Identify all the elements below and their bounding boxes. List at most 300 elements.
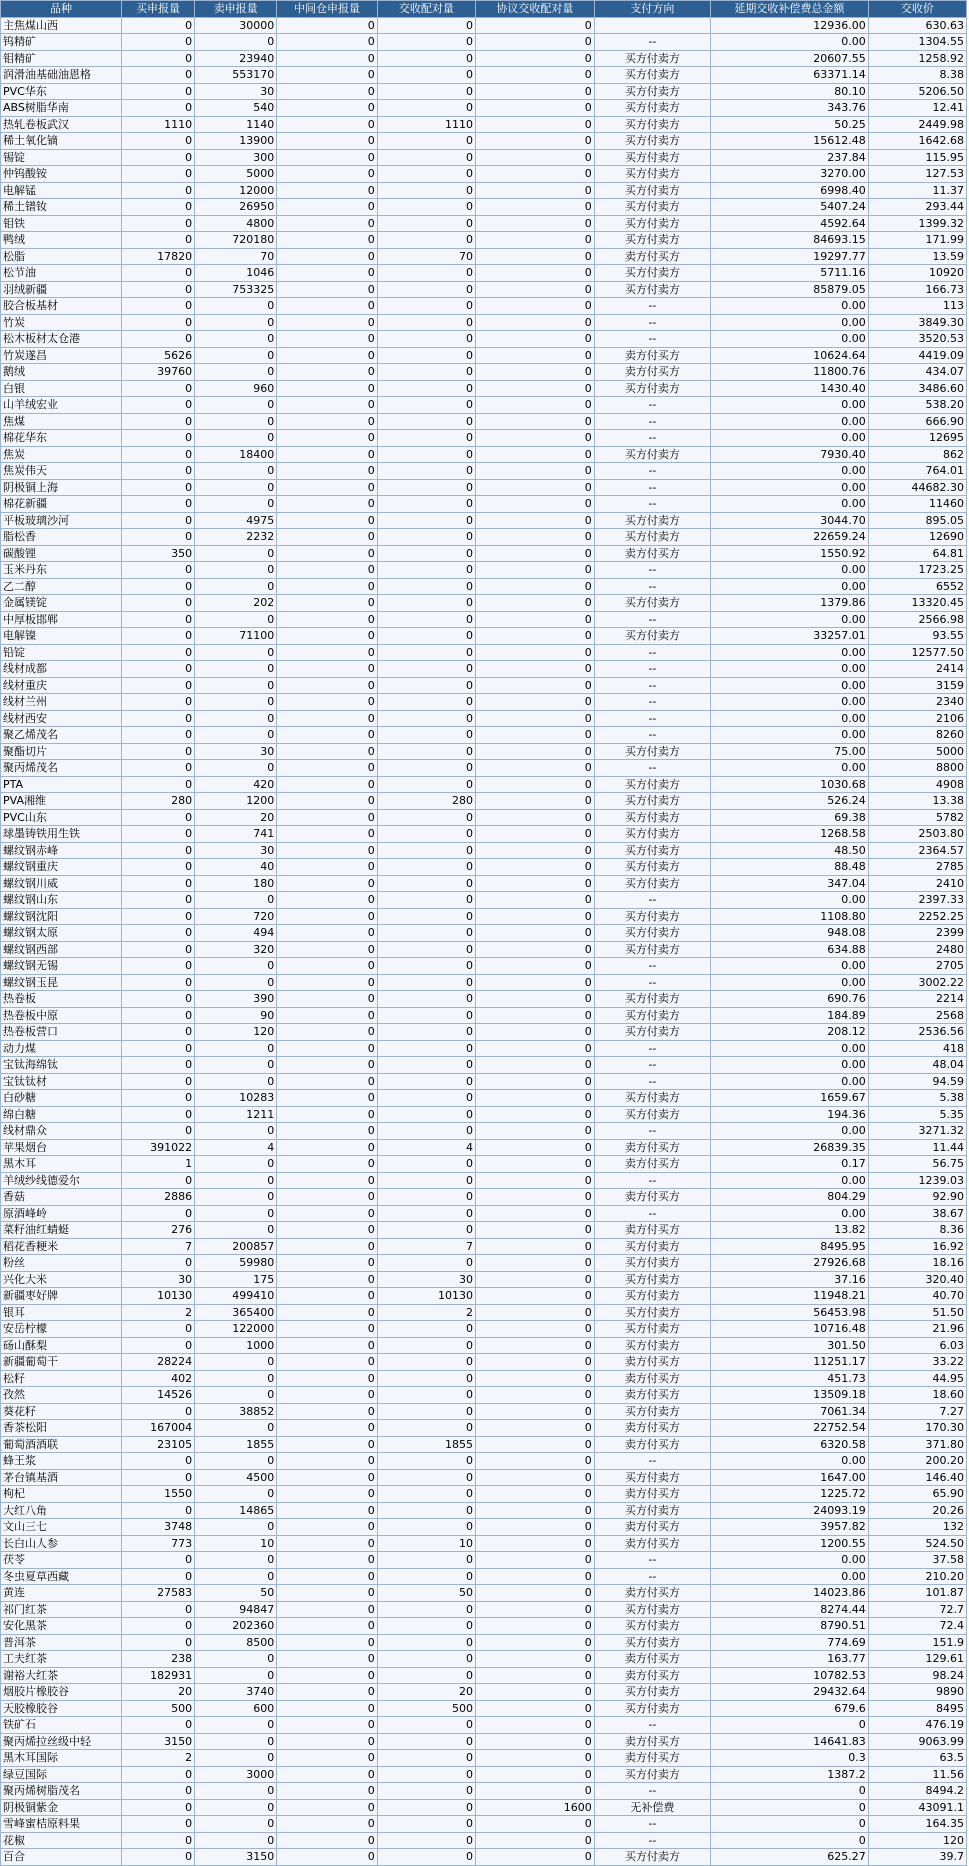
table-row [1, 578, 967, 595]
table-row [1, 1057, 967, 1074]
table-row [1, 1321, 967, 1338]
cell-buy-qty: 0 [122, 1172, 195, 1189]
table-row [1, 1189, 967, 1206]
cell-matched-qty: 0 [377, 892, 475, 909]
cell-compensation-total: 14023.86 [711, 1585, 869, 1602]
cell-compensation-total: 8495.95 [711, 1238, 869, 1255]
cell-agreement-matched-qty: 0 [475, 1271, 594, 1288]
cell-buy-qty: 0 [122, 1502, 195, 1519]
cell-buy-qty: 0 [122, 397, 195, 414]
cell-buy-qty: 0 [122, 34, 195, 51]
cell-matched-qty: 500 [377, 1700, 475, 1717]
cell-intermediate-qty: 0 [277, 809, 377, 826]
cell-intermediate-qty: 0 [277, 1700, 377, 1717]
cell-sell-qty: 38852 [195, 1403, 277, 1420]
cell-buy-qty: 280 [122, 793, 195, 810]
cell-buy-qty: 0 [122, 1717, 195, 1734]
cell-matched-qty: 0 [377, 100, 475, 117]
cell-settlement-price: 39.7 [868, 1849, 966, 1866]
cell-settlement-price: 5.35 [868, 1106, 966, 1123]
cell-payment-direction: -- [594, 1552, 710, 1569]
table-row [1, 1238, 967, 1255]
cell-sell-qty: 720180 [195, 232, 277, 249]
cell-intermediate-qty: 0 [277, 1816, 377, 1833]
cell-settlement-price: 10920 [868, 265, 966, 282]
cell-agreement-matched-qty: 0 [475, 496, 594, 513]
cell-buy-qty: 0 [122, 1007, 195, 1024]
cell-buy-qty: 0 [122, 232, 195, 249]
cell-matched-qty: 0 [377, 628, 475, 645]
cell-variety: 螺纹钢山东 [1, 892, 122, 909]
cell-matched-qty: 0 [377, 479, 475, 496]
cell-agreement-matched-qty: 0 [475, 67, 594, 84]
cell-matched-qty: 0 [377, 1321, 475, 1338]
cell-payment-direction: 买方付卖方 [594, 941, 710, 958]
cell-agreement-matched-qty: 0 [475, 1123, 594, 1140]
cell-matched-qty: 0 [377, 1750, 475, 1767]
cell-payment-direction: 买方付卖方 [594, 67, 710, 84]
cell-matched-qty: 0 [377, 776, 475, 793]
cell-settlement-price: 166.73 [868, 281, 966, 298]
cell-matched-qty: 0 [377, 694, 475, 711]
cell-compensation-total: 20607.55 [711, 50, 869, 67]
cell-matched-qty: 0 [377, 760, 475, 777]
cell-compensation-total: 0.00 [711, 34, 869, 51]
cell-matched-qty: 0 [377, 1420, 475, 1437]
cell-agreement-matched-qty: 0 [475, 1436, 594, 1453]
cell-buy-qty: 0 [122, 743, 195, 760]
cell-payment-direction: 卖方付买方 [594, 545, 710, 562]
cell-matched-qty: 10130 [377, 1288, 475, 1305]
cell-buy-qty: 0 [122, 1255, 195, 1272]
cell-agreement-matched-qty: 0 [475, 34, 594, 51]
cell-variety: 银耳 [1, 1304, 122, 1321]
cell-agreement-matched-qty: 0 [475, 661, 594, 678]
cell-sell-qty: 1211 [195, 1106, 277, 1123]
cell-variety: 枸杞 [1, 1486, 122, 1503]
cell-variety: 长白山人参 [1, 1535, 122, 1552]
cell-intermediate-qty: 0 [277, 116, 377, 133]
cell-payment-direction: 买方付卖方 [594, 166, 710, 183]
cell-intermediate-qty: 0 [277, 1783, 377, 1800]
cell-settlement-price: 33.22 [868, 1354, 966, 1371]
cell-payment-direction: 买方付卖方 [594, 512, 710, 529]
cell-buy-qty: 0 [122, 1073, 195, 1090]
cell-payment-direction: 卖方付买方 [594, 1156, 710, 1173]
cell-sell-qty: 0 [195, 1040, 277, 1057]
cell-intermediate-qty: 0 [277, 298, 377, 315]
cell-intermediate-qty: 0 [277, 496, 377, 513]
cell-variety: 松籽 [1, 1370, 122, 1387]
cell-variety: 兴化大米 [1, 1271, 122, 1288]
cell-variety: 孜然 [1, 1387, 122, 1404]
cell-settlement-price: 38.67 [868, 1205, 966, 1222]
cell-settlement-price: 764.01 [868, 463, 966, 480]
cell-settlement-price: 101.87 [868, 1585, 966, 1602]
cell-payment-direction: 买方付卖方 [594, 826, 710, 843]
table-row [1, 677, 967, 694]
header-agreement-matched-qty: 协议交收配对量 [475, 1, 594, 18]
cell-compensation-total: 0 [711, 1832, 869, 1849]
cell-buy-qty: 167004 [122, 1420, 195, 1437]
cell-settlement-price: 12695 [868, 430, 966, 447]
table-row [1, 545, 967, 562]
cell-buy-qty: 0 [122, 298, 195, 315]
cell-matched-qty: 0 [377, 925, 475, 942]
cell-intermediate-qty: 0 [277, 1552, 377, 1569]
cell-variety: 砀山酥梨 [1, 1337, 122, 1354]
cell-agreement-matched-qty: 0 [475, 677, 594, 694]
cell-payment-direction: 卖方付买方 [594, 1370, 710, 1387]
cell-settlement-price: 2566.98 [868, 611, 966, 628]
table-header-row [1, 1, 967, 18]
cell-sell-qty: 0 [195, 694, 277, 711]
cell-matched-qty: 0 [377, 958, 475, 975]
cell-sell-qty: 0 [195, 1387, 277, 1404]
cell-matched-qty: 0 [377, 413, 475, 430]
table-row [1, 1469, 967, 1486]
cell-compensation-total: 1108.80 [711, 908, 869, 925]
cell-payment-direction: 买方付卖方 [594, 1304, 710, 1321]
cell-variety: 松木板材太仓港 [1, 331, 122, 348]
cell-matched-qty: 0 [377, 1832, 475, 1849]
cell-matched-qty: 0 [377, 1469, 475, 1486]
cell-compensation-total: 526.24 [711, 793, 869, 810]
cell-variety: 金属镁锭 [1, 595, 122, 612]
cell-settlement-price: 51.50 [868, 1304, 966, 1321]
cell-buy-qty: 0 [122, 215, 195, 232]
cell-compensation-total: 0.00 [711, 463, 869, 480]
table-row [1, 1552, 967, 1569]
cell-settlement-price: 94.59 [868, 1073, 966, 1090]
cell-intermediate-qty: 0 [277, 1568, 377, 1585]
cell-compensation-total: 88.48 [711, 859, 869, 876]
cell-variety: 葵花籽 [1, 1403, 122, 1420]
cell-variety: 稻花香粳米 [1, 1238, 122, 1255]
cell-buy-qty: 0 [122, 529, 195, 546]
cell-variety: 松脂 [1, 248, 122, 265]
cell-settlement-price: 1723.25 [868, 562, 966, 579]
cell-compensation-total: 0.00 [711, 1123, 869, 1140]
cell-matched-qty: 0 [377, 1799, 475, 1816]
cell-agreement-matched-qty: 0 [475, 1040, 594, 1057]
cell-buy-qty: 28224 [122, 1354, 195, 1371]
cell-agreement-matched-qty: 0 [475, 925, 594, 942]
cell-agreement-matched-qty: 0 [475, 727, 594, 744]
cell-variety: 鸭绒 [1, 232, 122, 249]
cell-variety: 原酒峰岭 [1, 1205, 122, 1222]
cell-agreement-matched-qty: 1600 [475, 1799, 594, 1816]
cell-sell-qty: 0 [195, 611, 277, 628]
cell-agreement-matched-qty: 0 [475, 380, 594, 397]
cell-payment-direction: -- [594, 1073, 710, 1090]
cell-intermediate-qty: 0 [277, 1288, 377, 1305]
cell-compensation-total: 0.00 [711, 974, 869, 991]
cell-agreement-matched-qty: 0 [475, 50, 594, 67]
cell-buy-qty: 0 [122, 628, 195, 645]
cell-payment-direction: 买方付卖方 [594, 1601, 710, 1618]
cell-compensation-total: 625.27 [711, 1849, 869, 1866]
cell-agreement-matched-qty: 0 [475, 859, 594, 876]
cell-payment-direction: 买方付卖方 [594, 1618, 710, 1635]
cell-sell-qty: 0 [195, 496, 277, 513]
cell-agreement-matched-qty: 0 [475, 512, 594, 529]
cell-settlement-price: 11.37 [868, 182, 966, 199]
cell-payment-direction: 买方付卖方 [594, 1849, 710, 1866]
cell-matched-qty: 0 [377, 298, 475, 315]
cell-buy-qty: 0 [122, 991, 195, 1008]
table-row [1, 1156, 967, 1173]
cell-compensation-total: 48.50 [711, 842, 869, 859]
cell-matched-qty: 1110 [377, 116, 475, 133]
cell-intermediate-qty: 0 [277, 1387, 377, 1404]
cell-variety: 热轧卷板武汉 [1, 116, 122, 133]
cell-matched-qty: 0 [377, 1816, 475, 1833]
cell-intermediate-qty: 0 [277, 281, 377, 298]
table-row [1, 1799, 967, 1816]
cell-buy-qty: 20 [122, 1684, 195, 1701]
cell-buy-qty: 0 [122, 1783, 195, 1800]
cell-payment-direction: -- [594, 1057, 710, 1074]
cell-buy-qty: 0 [122, 413, 195, 430]
cell-compensation-total: 84693.15 [711, 232, 869, 249]
cell-intermediate-qty: 0 [277, 347, 377, 364]
cell-compensation-total: 0.00 [711, 1040, 869, 1057]
cell-compensation-total: 85879.05 [711, 281, 869, 298]
cell-buy-qty: 27583 [122, 1585, 195, 1602]
cell-agreement-matched-qty: 0 [475, 298, 594, 315]
cell-buy-qty: 0 [122, 1123, 195, 1140]
cell-matched-qty: 0 [377, 562, 475, 579]
cell-settlement-price: 6552 [868, 578, 966, 595]
cell-settlement-price: 3849.30 [868, 314, 966, 331]
cell-agreement-matched-qty: 0 [475, 1172, 594, 1189]
cell-compensation-total: 1225.72 [711, 1486, 869, 1503]
table-row [1, 743, 967, 760]
table-row [1, 1387, 967, 1404]
cell-payment-direction: -- [594, 1453, 710, 1470]
cell-matched-qty: 0 [377, 1618, 475, 1635]
table-row [1, 859, 967, 876]
cell-intermediate-qty: 0 [277, 1007, 377, 1024]
cell-variety: ABS树脂华南 [1, 100, 122, 117]
table-row [1, 908, 967, 925]
cell-payment-direction: 卖方付买方 [594, 1535, 710, 1552]
cell-settlement-price: 2252.25 [868, 908, 966, 925]
cell-sell-qty: 3740 [195, 1684, 277, 1701]
cell-sell-qty: 0 [195, 1486, 277, 1503]
cell-sell-qty: 50 [195, 1585, 277, 1602]
cell-variety: 祁门红茶 [1, 1601, 122, 1618]
cell-payment-direction: 买方付卖方 [594, 83, 710, 100]
cell-variety: 聚丙烯茂名 [1, 760, 122, 777]
table-row [1, 166, 967, 183]
cell-buy-qty: 0 [122, 133, 195, 150]
table-row [1, 529, 967, 546]
table-row [1, 826, 967, 843]
cell-sell-qty: 12000 [195, 182, 277, 199]
cell-compensation-total: 0.00 [711, 1453, 869, 1470]
cell-intermediate-qty: 0 [277, 430, 377, 447]
cell-buy-qty: 10130 [122, 1288, 195, 1305]
table-row [1, 1090, 967, 1107]
cell-agreement-matched-qty: 0 [475, 1634, 594, 1651]
cell-intermediate-qty: 0 [277, 545, 377, 562]
table-row [1, 512, 967, 529]
cell-agreement-matched-qty: 0 [475, 1387, 594, 1404]
cell-variety: PVA湘维 [1, 793, 122, 810]
cell-compensation-total: 50.25 [711, 116, 869, 133]
cell-intermediate-qty: 0 [277, 611, 377, 628]
cell-agreement-matched-qty: 0 [475, 1370, 594, 1387]
cell-compensation-total: 69.38 [711, 809, 869, 826]
cell-settlement-price: 5.38 [868, 1090, 966, 1107]
cell-settlement-price: 4908 [868, 776, 966, 793]
cell-compensation-total: 0.00 [711, 611, 869, 628]
cell-payment-direction: -- [594, 1205, 710, 1222]
header-intermediate-qty: 中间仓申报量 [277, 1, 377, 18]
cell-settlement-price: 12.41 [868, 100, 966, 117]
cell-sell-qty: 0 [195, 677, 277, 694]
cell-variety: 螺纹钢太原 [1, 925, 122, 942]
cell-settlement-price: 1642.68 [868, 133, 966, 150]
header-settlement-price: 交收价 [868, 1, 966, 18]
cell-compensation-total: 0 [711, 1783, 869, 1800]
cell-compensation-total: 0.00 [711, 331, 869, 348]
cell-variety: 烟胶片橡胶谷 [1, 1684, 122, 1701]
cell-intermediate-qty: 0 [277, 1469, 377, 1486]
table-row [1, 958, 967, 975]
cell-compensation-total: 5407.24 [711, 199, 869, 216]
cell-sell-qty: 0 [195, 760, 277, 777]
table-row [1, 50, 967, 67]
table-row [1, 1040, 967, 1057]
cell-payment-direction: 买方付卖方 [594, 1321, 710, 1338]
cell-buy-qty: 0 [122, 1832, 195, 1849]
cell-sell-qty: 10283 [195, 1090, 277, 1107]
cell-agreement-matched-qty: 0 [475, 1288, 594, 1305]
cell-buy-qty: 0 [122, 314, 195, 331]
table-row [1, 1832, 967, 1849]
cell-variety: 宝钛钛材 [1, 1073, 122, 1090]
cell-intermediate-qty: 0 [277, 397, 377, 414]
cell-payment-direction: 卖方付买方 [594, 1189, 710, 1206]
cell-variety: 黑木耳 [1, 1156, 122, 1173]
cell-variety: 线材鼎众 [1, 1123, 122, 1140]
table-row [1, 1271, 967, 1288]
cell-matched-qty: 0 [377, 347, 475, 364]
table-row [1, 793, 967, 810]
cell-payment-direction: 买方付卖方 [594, 380, 710, 397]
cell-buy-qty: 182931 [122, 1667, 195, 1684]
cell-intermediate-qty: 0 [277, 446, 377, 463]
cell-settlement-price: 151.9 [868, 1634, 966, 1651]
cell-compensation-total: 6998.40 [711, 182, 869, 199]
cell-sell-qty: 1200 [195, 793, 277, 810]
cell-compensation-total: 10624.64 [711, 347, 869, 364]
cell-settlement-price: 293.44 [868, 199, 966, 216]
table-row [1, 1222, 967, 1239]
cell-matched-qty: 0 [377, 265, 475, 282]
cell-intermediate-qty: 0 [277, 941, 377, 958]
cell-variety: 焦炭 [1, 446, 122, 463]
cell-settlement-price: 20.26 [868, 1502, 966, 1519]
cell-agreement-matched-qty: 0 [475, 100, 594, 117]
cell-variety: 线材成都 [1, 661, 122, 678]
table-row [1, 776, 967, 793]
cell-payment-direction: -- [594, 1040, 710, 1057]
cell-settlement-price: 538.20 [868, 397, 966, 414]
cell-matched-qty: 0 [377, 281, 475, 298]
cell-matched-qty: 0 [377, 1337, 475, 1354]
cell-variety: 天胶橡胶谷 [1, 1700, 122, 1717]
cell-sell-qty: 0 [195, 1733, 277, 1750]
cell-matched-qty: 0 [377, 1156, 475, 1173]
cell-variety: 香菇 [1, 1189, 122, 1206]
table-row [1, 1502, 967, 1519]
cell-intermediate-qty: 0 [277, 1238, 377, 1255]
cell-settlement-price: 862 [868, 446, 966, 463]
cell-settlement-price: 371.80 [868, 1436, 966, 1453]
cell-matched-qty: 0 [377, 149, 475, 166]
cell-compensation-total: 14641.83 [711, 1733, 869, 1750]
cell-intermediate-qty: 0 [277, 1618, 377, 1635]
cell-payment-direction: 卖方付买方 [594, 1519, 710, 1536]
cell-intermediate-qty: 0 [277, 182, 377, 199]
cell-payment-direction: 买方付卖方 [594, 1238, 710, 1255]
cell-matched-qty: 0 [377, 809, 475, 826]
cell-matched-qty: 0 [377, 941, 475, 958]
cell-compensation-total: 184.89 [711, 1007, 869, 1024]
cell-agreement-matched-qty: 0 [475, 1750, 594, 1767]
cell-agreement-matched-qty: 0 [475, 1403, 594, 1420]
table-row [1, 331, 967, 348]
cell-compensation-total: 0.00 [711, 496, 869, 513]
cell-buy-qty: 2 [122, 1750, 195, 1767]
cell-variety: 聚乙烯茂名 [1, 727, 122, 744]
cell-variety: 竹炭 [1, 314, 122, 331]
table-row [1, 413, 967, 430]
table-row [1, 215, 967, 232]
cell-matched-qty: 4 [377, 1139, 475, 1156]
cell-payment-direction: 买方付卖方 [594, 859, 710, 876]
cell-buy-qty: 0 [122, 1799, 195, 1816]
cell-agreement-matched-qty: 0 [475, 430, 594, 447]
cell-agreement-matched-qty: 0 [475, 199, 594, 216]
cell-matched-qty: 0 [377, 991, 475, 1008]
cell-matched-qty: 50 [377, 1585, 475, 1602]
cell-payment-direction: -- [594, 611, 710, 628]
cell-intermediate-qty: 0 [277, 1733, 377, 1750]
header-compensation-total: 延期交收补偿费总金额 [711, 1, 869, 18]
cell-matched-qty: 0 [377, 1519, 475, 1536]
cell-settlement-price: 11460 [868, 496, 966, 513]
table-row [1, 100, 967, 117]
cell-sell-qty: 0 [195, 974, 277, 991]
cell-compensation-total: 0.00 [711, 1172, 869, 1189]
cell-payment-direction: -- [594, 892, 710, 909]
cell-payment-direction: 买方付卖方 [594, 1007, 710, 1024]
cell-sell-qty: 0 [195, 710, 277, 727]
cell-intermediate-qty: 0 [277, 1189, 377, 1206]
table-row [1, 1007, 967, 1024]
cell-settlement-price: 418 [868, 1040, 966, 1057]
cell-payment-direction: 买方付卖方 [594, 133, 710, 150]
cell-payment-direction: -- [594, 644, 710, 661]
table-row [1, 1766, 967, 1783]
table-row [1, 1288, 967, 1305]
cell-settlement-price: 2364.57 [868, 842, 966, 859]
